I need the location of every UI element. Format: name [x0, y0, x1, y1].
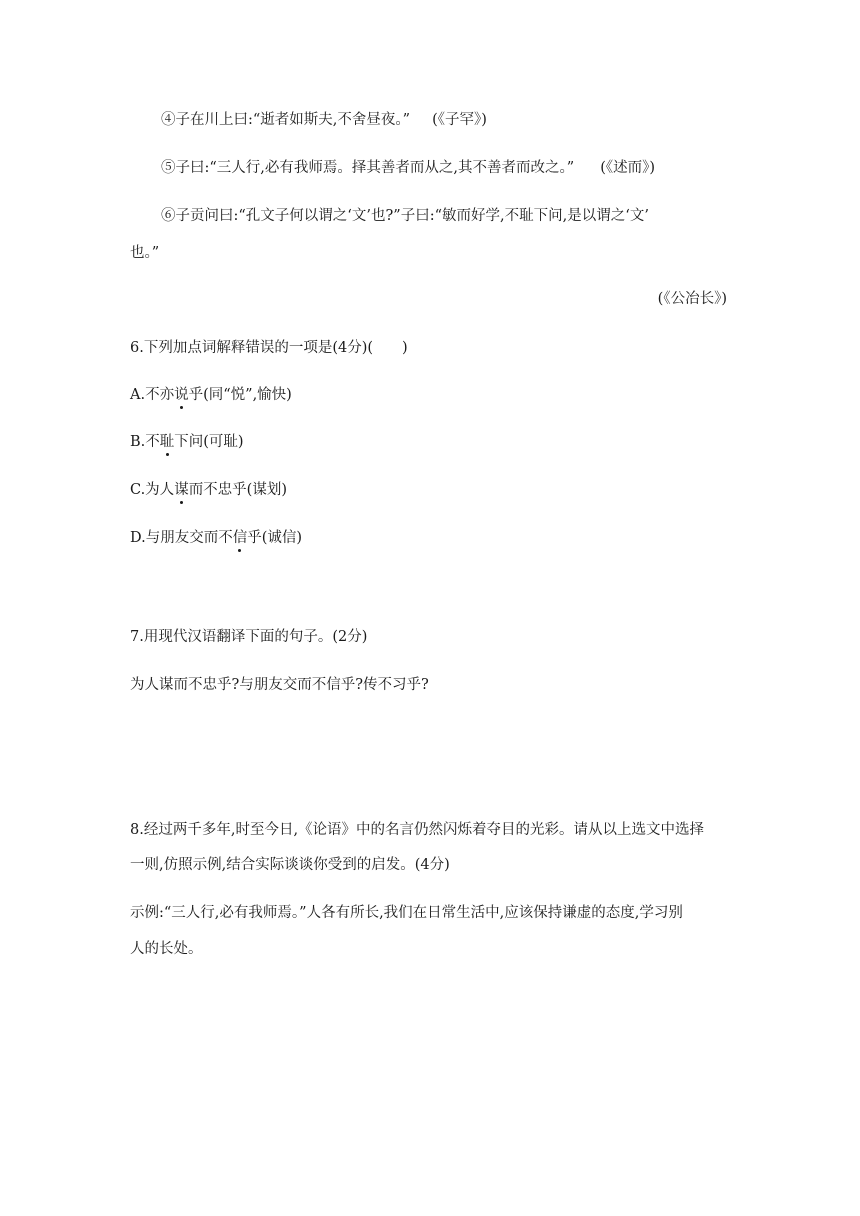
passage-4-source: (《子罕》) [432, 112, 487, 128]
option-d-text-before: D.与朋友交而不 [130, 530, 233, 546]
passage-5 [161, 161, 655, 176]
question-6-option-c [130, 483, 287, 498]
question-6-option-a [130, 388, 292, 403]
option-b-text-after: 下问(可耻) [174, 434, 244, 450]
question-8-stem-line-1: 8.经过两千多年,时至今日,《论语》中的名言仍然闪烁着夺目的光彩。请从以上选文中选择 [130, 822, 705, 838]
option-c-dotted-char: 谋 [174, 482, 189, 498]
option-c-text-after: 而不忠乎(谋划) [188, 482, 288, 498]
option-a-text-before: A.不亦 [130, 387, 175, 403]
passage-5-quote: ⑤子曰:“三人行,必有我师焉。择其善者而从之,其不善者而改之。” [161, 160, 575, 176]
passage-5-source: (《述而》) [600, 160, 656, 176]
question-8-example-line-1: 示例:“三人行,必有我师焉。”人各有所长,我们在日常生活中,应该保持谦虚的态度,学习别 [130, 905, 683, 921]
question-6-stem: 6.下列加点词解释错误的一项是(4分)( ) [130, 340, 408, 356]
passage-6-line-1: ⑥子贡问曰:“孔文子何以谓之‘文’也?”子曰:“敏而好学,不耻下问,是以谓之‘文’ [161, 208, 649, 224]
passage-4-quote: ④子在川上曰:“逝者如斯夫,不舍昼夜。” [161, 112, 411, 128]
option-c-text-before: C.为人 [130, 482, 175, 498]
question-8-example-line-2: 人的长处。 [130, 941, 203, 957]
option-d-dotted-char: 信 [232, 530, 248, 546]
option-b-text-before: B.不 [130, 434, 160, 450]
option-d-text-after: 乎(诚信) [247, 530, 303, 546]
option-a-text-after: 乎(同“悦”,愉快) [188, 387, 292, 403]
question-6-option-d [130, 531, 302, 546]
option-a-dotted-char: 说 [174, 387, 189, 403]
question-7-stem: 7.用现代汉语翻译下面的句子。(2分) [130, 629, 368, 645]
question-6-option-b [130, 435, 244, 450]
passage-6-source: (《公冶长》) [657, 291, 727, 307]
passage-4 [161, 113, 487, 128]
question-8-stem-line-2: 一则,仿照示例,结合实际谈谈你受到的启发。(4分) [130, 857, 450, 873]
option-b-dotted-char: 耻 [159, 434, 175, 450]
passage-6-line-2: 也。” [130, 245, 160, 261]
question-7-sentence: 为人谋而不忠乎?与朋友交而不信乎?传不习乎? [130, 677, 429, 693]
